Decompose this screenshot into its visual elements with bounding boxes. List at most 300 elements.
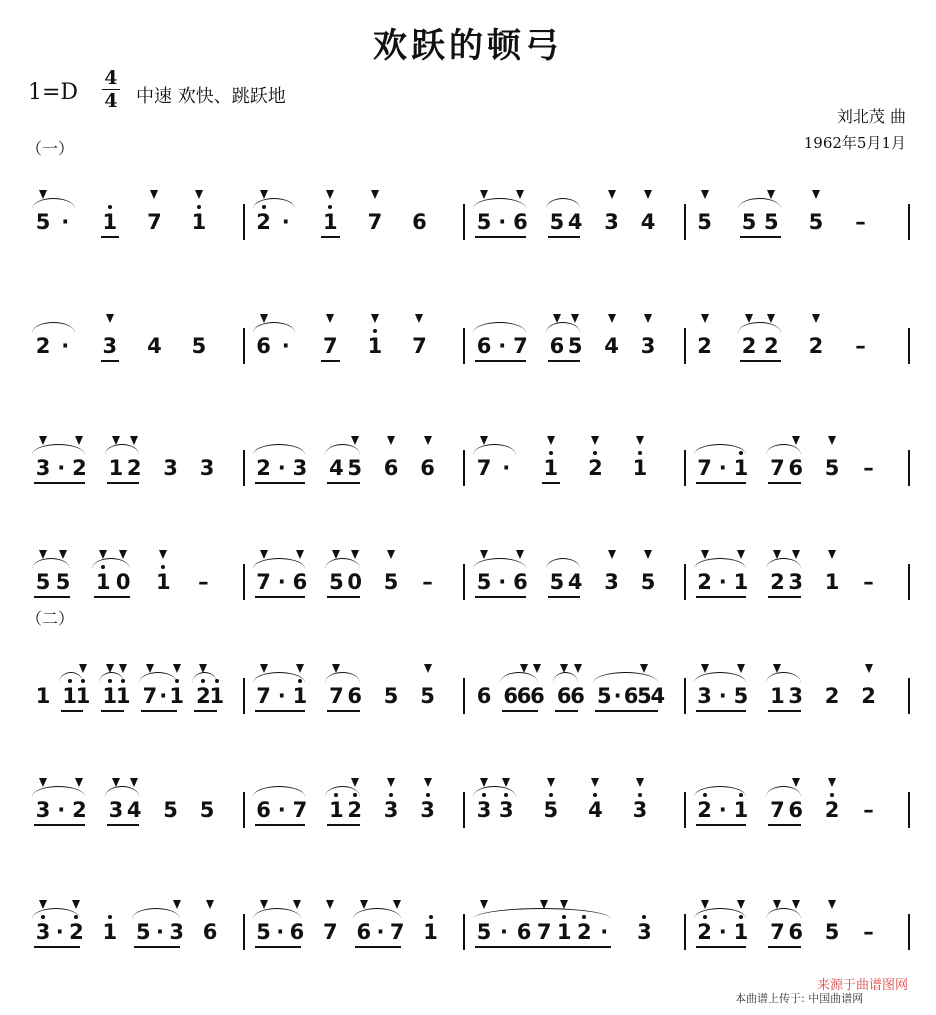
note: 5: [549, 210, 565, 234]
note: 1: [329, 798, 344, 822]
extension-dash: –: [863, 798, 874, 822]
composition-date: 1962年5月1月: [803, 134, 906, 152]
note: 3: [169, 920, 184, 944]
note: 2: [72, 798, 87, 822]
note: 6: [788, 456, 803, 480]
note: 4: [640, 210, 656, 234]
note: 7: [513, 334, 528, 358]
staccato-mark: [480, 550, 488, 559]
note: 3: [640, 334, 656, 358]
staccato-mark: [644, 190, 652, 199]
note: 2: [741, 334, 757, 358]
note: 1: [367, 334, 383, 358]
note: 3: [697, 684, 712, 708]
beam-underline: [255, 596, 306, 598]
note: 5: [420, 684, 435, 708]
octave-dot: [161, 565, 165, 569]
note: 6: [516, 684, 532, 708]
staccato-mark: [701, 664, 709, 673]
slur: [325, 444, 359, 455]
slur: [253, 908, 301, 919]
beam-underline: [355, 946, 401, 948]
score-line: [0, 656, 936, 746]
staccato-mark: [701, 314, 709, 323]
note: 7: [536, 920, 552, 944]
beam-underline: [696, 710, 747, 712]
slur: [353, 908, 401, 919]
beam-underline: [696, 824, 747, 826]
note: 6: [503, 684, 519, 708]
tempo-marking: 中速 欢快、跳跃地: [136, 86, 286, 107]
staccato-mark: [828, 550, 836, 559]
note: 2: [764, 334, 779, 358]
beam-underline: [327, 482, 359, 484]
note: 7: [412, 334, 427, 358]
note: 3: [476, 798, 492, 822]
octave-dot: [389, 793, 393, 797]
note: 6: [513, 570, 528, 594]
beam-underline: [101, 360, 119, 362]
staccato-mark: [608, 550, 616, 559]
barline: [463, 450, 465, 486]
note: 1: [95, 570, 111, 594]
staccato-mark: [480, 900, 488, 909]
note: 2: [126, 456, 142, 480]
note: 5: [476, 920, 492, 944]
note: 2: [35, 334, 51, 358]
slur: [766, 786, 800, 797]
note: 2: [697, 570, 712, 594]
note: 5: [256, 920, 271, 944]
note: 4: [588, 798, 603, 822]
slur: [132, 908, 180, 919]
staccato-mark: [737, 900, 745, 909]
staccato-mark: [326, 900, 334, 909]
slur: [325, 786, 359, 797]
staccato-mark: [260, 900, 268, 909]
note: 2: [256, 456, 271, 480]
staccato-mark: [106, 314, 114, 323]
augmentation-dot: ·: [718, 920, 727, 944]
note: 1: [733, 920, 749, 944]
note: 1: [108, 456, 124, 480]
note: 5: [637, 684, 652, 708]
note: 5: [640, 570, 656, 594]
augmentation-dot: ·: [61, 334, 70, 358]
slur: [766, 908, 800, 919]
note: 6: [412, 210, 427, 234]
beam-underline: [34, 946, 80, 948]
note: 5: [199, 798, 215, 822]
note: 1: [191, 210, 207, 234]
extension-dash: –: [855, 334, 866, 358]
slur: [32, 198, 75, 209]
note: 7: [142, 684, 158, 708]
staccato-mark: [644, 314, 652, 323]
note: 2: [861, 684, 876, 708]
staccato-mark: [195, 190, 203, 199]
beam-underline: [107, 824, 139, 826]
note: 6: [256, 798, 271, 822]
augmentation-dot: ·: [376, 920, 385, 944]
note: 2: [196, 684, 211, 708]
slur: [32, 908, 80, 919]
beam-underline: [34, 596, 70, 598]
staccato-mark: [767, 190, 775, 199]
note: 1: [102, 920, 118, 944]
composer: 刘北茂 曲: [836, 107, 906, 126]
beam-underline: [101, 236, 119, 238]
note: 2: [576, 920, 592, 944]
note: 1: [733, 570, 749, 594]
octave-dot: [830, 793, 834, 797]
octave-dot: [549, 451, 553, 455]
staccato-mark: [767, 314, 775, 323]
staccato-mark: [644, 550, 652, 559]
staccato-mark: [574, 664, 582, 673]
time-signature: [102, 68, 120, 111]
staccato-mark: [79, 664, 87, 673]
augmentation-dot: ·: [718, 684, 727, 708]
slur: [253, 672, 306, 683]
barline: [908, 204, 910, 240]
staccato-mark: [351, 550, 359, 559]
note: 2: [72, 456, 87, 480]
note: 5: [567, 334, 583, 358]
staccato-mark: [159, 550, 167, 559]
staccato-mark: [387, 550, 395, 559]
note: 7: [476, 456, 492, 480]
beam-underline: [134, 946, 180, 948]
staccato-mark: [792, 436, 800, 445]
barline: [243, 328, 245, 364]
barline: [463, 564, 465, 600]
note: 1: [35, 684, 51, 708]
staccato-mark: [516, 550, 524, 559]
note: 6: [513, 210, 528, 234]
note: 5: [808, 210, 824, 234]
note: 2: [697, 334, 712, 358]
beam-underline: [768, 824, 800, 826]
barline: [684, 564, 686, 600]
staccato-mark: [591, 436, 599, 445]
staccato-mark: [371, 190, 379, 199]
slur: [738, 198, 781, 209]
key-signature: 1=D: [28, 80, 79, 105]
octave-dot: [328, 205, 332, 209]
note: 3: [199, 456, 215, 480]
staccato-mark: [351, 778, 359, 787]
augmentation-dot: ·: [281, 334, 290, 358]
barline: [243, 678, 245, 714]
staccato-mark: [351, 436, 359, 445]
staccato-mark: [701, 550, 709, 559]
staccato-mark: [72, 900, 80, 909]
staccato-mark: [502, 778, 510, 787]
note: 7: [770, 456, 785, 480]
augmentation-dot: ·: [718, 570, 727, 594]
staccato-mark: [865, 664, 873, 673]
note: 5: [383, 684, 399, 708]
note: 7: [292, 798, 308, 822]
note: 6: [347, 684, 362, 708]
section-label-1: （一）: [26, 139, 75, 158]
note: 3: [632, 798, 648, 822]
note: 3: [498, 798, 514, 822]
augmentation-dot: ·: [502, 456, 511, 480]
slur: [738, 322, 781, 333]
note: 1: [824, 570, 840, 594]
octave-dot: [426, 793, 430, 797]
slur: [105, 444, 139, 455]
score-line: [0, 770, 936, 860]
staccato-mark: [387, 778, 395, 787]
note: 5: [824, 456, 840, 480]
staccato-mark: [792, 900, 800, 909]
slur: [32, 322, 75, 333]
staccato-mark: [533, 664, 541, 673]
beam-underline: [94, 596, 130, 598]
note: 4: [147, 334, 162, 358]
extension-dash: –: [863, 456, 874, 480]
barline: [463, 914, 465, 950]
beam-underline: [475, 360, 526, 362]
staccato-mark: [130, 436, 138, 445]
staccato-mark: [360, 900, 368, 909]
note: 3: [604, 570, 619, 594]
beam-underline: [768, 482, 800, 484]
slur: [32, 786, 85, 797]
slur: [139, 672, 177, 683]
slur: [105, 786, 139, 797]
barline: [684, 204, 686, 240]
note: 5: [476, 210, 492, 234]
octave-dot: [549, 793, 553, 797]
note: 3: [637, 920, 652, 944]
extension-dash: –: [422, 570, 433, 594]
note: 7: [323, 920, 338, 944]
slur: [473, 444, 516, 455]
beam-underline: [194, 710, 217, 712]
slur: [500, 672, 538, 683]
note: 7: [256, 684, 271, 708]
note: 6: [556, 684, 572, 708]
barline: [684, 328, 686, 364]
staccato-mark: [39, 900, 47, 909]
staccato-mark: [296, 550, 304, 559]
octave-dot: [638, 451, 642, 455]
beam-underline: [548, 596, 580, 598]
note: 6: [788, 920, 803, 944]
slur: [694, 672, 747, 683]
note: 4: [126, 798, 142, 822]
note: 3: [35, 798, 51, 822]
beam-underline: [327, 824, 359, 826]
slur: [766, 672, 800, 683]
note: 2: [824, 798, 840, 822]
staccato-mark: [150, 190, 158, 199]
barline: [908, 450, 910, 486]
note: 0: [115, 570, 131, 594]
note: 3: [292, 456, 308, 480]
beam-underline: [34, 824, 85, 826]
slur: [32, 444, 85, 455]
beam-underline: [107, 482, 139, 484]
octave-dot: [593, 451, 597, 455]
slur: [473, 786, 516, 797]
note: 7: [697, 456, 712, 480]
score-line: [0, 892, 936, 982]
barline: [684, 450, 686, 486]
staccato-mark: [701, 900, 709, 909]
staccato-mark: [260, 664, 268, 673]
octave-dot: [108, 205, 112, 209]
staccato-mark: [293, 900, 301, 909]
augmentation-dot: ·: [276, 920, 285, 944]
page-title: 欢跃的顿弓: [373, 26, 563, 66]
beam-underline: [141, 710, 177, 712]
beam-underline: [502, 710, 538, 712]
note: 7: [147, 210, 162, 234]
note: 5: [764, 210, 779, 234]
staccato-mark: [608, 190, 616, 199]
staccato-mark: [608, 314, 616, 323]
note: 1: [556, 920, 572, 944]
augmentation-dot: ·: [277, 798, 286, 822]
note: 4: [567, 210, 583, 234]
note: 3: [102, 334, 118, 358]
staccato-mark: [812, 190, 820, 199]
staccato-mark: [39, 436, 47, 445]
barline: [908, 564, 910, 600]
staccato-mark: [173, 900, 181, 909]
staccato-mark: [828, 900, 836, 909]
note: 5: [741, 210, 757, 234]
time-signature-bottom: 4: [104, 90, 118, 112]
note: 6: [289, 920, 305, 944]
staccato-mark: [424, 436, 432, 445]
beam-underline: [327, 596, 359, 598]
octave-dot: [108, 915, 112, 919]
beam-underline: [34, 482, 85, 484]
octave-dot: [197, 205, 201, 209]
note: 5: [383, 570, 399, 594]
staccato-mark: [59, 550, 67, 559]
augmentation-dot: ·: [57, 798, 66, 822]
beam-underline: [548, 236, 580, 238]
staccato-mark: [393, 900, 401, 909]
slur: [473, 558, 526, 569]
slur: [546, 198, 580, 209]
slur: [325, 672, 359, 683]
note: 6: [256, 334, 271, 358]
staccato-mark: [119, 550, 127, 559]
barline: [463, 792, 465, 828]
beam-underline: [327, 710, 359, 712]
staccato-mark: [260, 550, 268, 559]
beam-underline: [255, 946, 301, 948]
note: 7: [770, 798, 785, 822]
staccato-mark: [296, 664, 304, 673]
time-signature-top: 4: [104, 67, 118, 89]
barline: [908, 792, 910, 828]
augmentation-dot: ·: [498, 210, 507, 234]
note: 1: [632, 456, 648, 480]
note: 3: [108, 798, 124, 822]
note: 5: [476, 570, 492, 594]
beam-underline: [768, 710, 800, 712]
staccato-mark: [424, 778, 432, 787]
note: 5: [347, 456, 362, 480]
note: 1: [292, 684, 308, 708]
slur: [694, 558, 747, 569]
note: 2: [770, 570, 785, 594]
staccato-mark: [130, 778, 138, 787]
barline: [684, 914, 686, 950]
slur: [694, 444, 747, 455]
slur: [253, 558, 306, 569]
slur: [192, 672, 217, 683]
staccato-mark: [828, 778, 836, 787]
staccato-mark: [424, 664, 432, 673]
augmentation-dot: ·: [277, 570, 286, 594]
staccato-mark: [636, 778, 644, 787]
note: 5: [163, 798, 178, 822]
note: 4: [604, 334, 619, 358]
slur: [473, 198, 526, 209]
slur: [325, 558, 359, 569]
beam-underline: [255, 710, 306, 712]
staccato-mark: [415, 314, 423, 323]
note: 6: [623, 684, 639, 708]
staccato-mark: [39, 778, 47, 787]
note: 2: [588, 456, 603, 480]
slur: [253, 322, 296, 333]
note: 1: [169, 684, 184, 708]
beam-underline: [475, 596, 526, 598]
note: 6: [476, 684, 492, 708]
barline: [243, 914, 245, 950]
staccato-mark: [636, 436, 644, 445]
augmentation-dot: ·: [500, 920, 509, 944]
note: 6: [570, 684, 585, 708]
slur: [92, 558, 130, 569]
note: 3: [383, 798, 399, 822]
staccato-mark: [812, 314, 820, 323]
barline: [684, 678, 686, 714]
staccato-mark: [591, 778, 599, 787]
beam-underline: [321, 360, 339, 362]
note: 1: [770, 684, 785, 708]
slur: [766, 444, 800, 455]
staccato-mark: [828, 436, 836, 445]
barline: [463, 678, 465, 714]
staccato-mark: [547, 436, 555, 445]
note: 7: [367, 210, 383, 234]
note: 3: [35, 920, 51, 944]
beam-underline: [555, 710, 578, 712]
score-line: [0, 542, 936, 632]
slur: [253, 198, 296, 209]
note: 1: [323, 210, 338, 234]
beam-underline: [548, 360, 580, 362]
slur: [32, 558, 70, 569]
note: 6: [788, 798, 803, 822]
note: 6: [292, 570, 308, 594]
note: 6: [530, 684, 545, 708]
note: 5: [135, 920, 151, 944]
note: 2: [697, 798, 712, 822]
